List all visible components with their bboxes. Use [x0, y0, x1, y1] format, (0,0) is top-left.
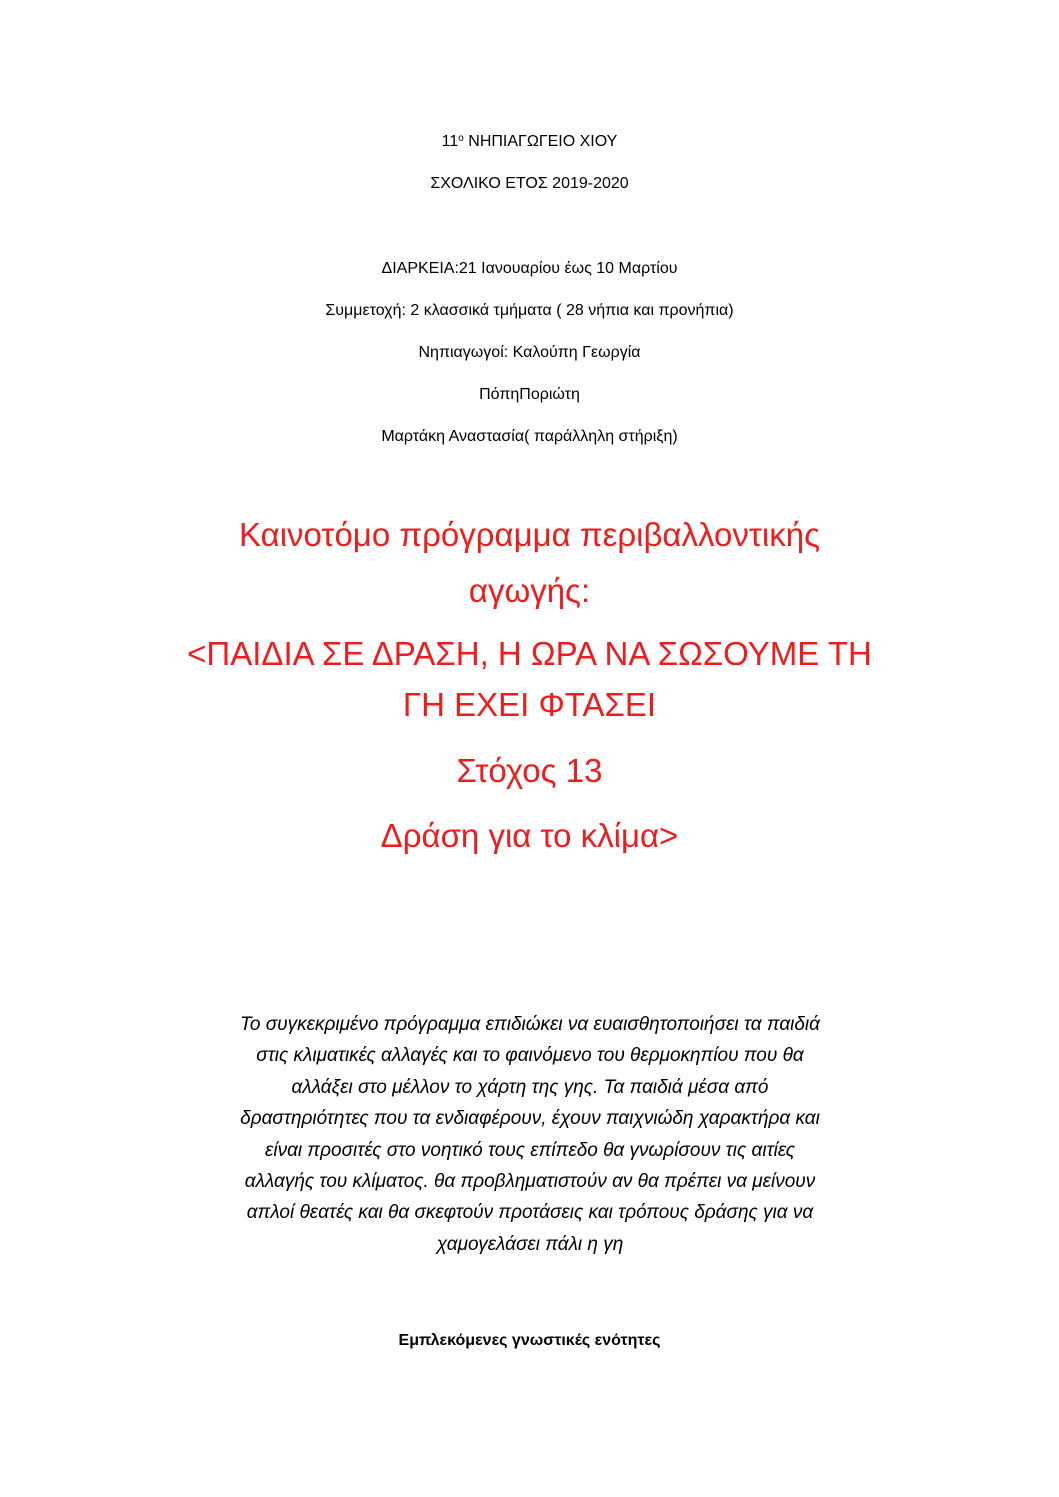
program-title-line-3: <ΠΑΙΔΙΑ ΣΕ ΔΡΑΣΗ, Η ΩΡΑ ΝΑ ΣΩΣΟΥΜΕ ΤΗ — [187, 635, 872, 672]
school-superscript: ο — [458, 133, 464, 144]
description-line: δραστηριότητες που τα ενδιαφέρουν, έχουν παιχνιώδη χαρακτήρα και — [240, 1108, 820, 1130]
teachers: Νηπιαγωγοί: Καλούπη Γεωργία — [418, 344, 641, 361]
program-title-line-6: Δράση για το κλίμα> — [380, 817, 679, 854]
program-title-line-1: Καινοτόμο πρόγραμμα περιβαλλοντικής — [239, 516, 820, 553]
section-heading: Εμπλεκόμενες γνωστικές ενότητες — [398, 1332, 661, 1349]
teacher-2: ΠόπηΠοριώτη — [479, 386, 580, 403]
teacher-3: Μαρτάκη Αναστασία( παράλληλη στήριξη) — [381, 428, 678, 445]
school-year: ΣΧΟΛΙΚΟ ΕΤΟΣ 2019-2020 — [430, 175, 629, 192]
school-name-text: ΝΗΠΙΑΓΩΓΕΙΟ ΧΙΟΥ — [463, 133, 618, 150]
description-line: Το συγκεκριμένο πρόγραμμα επιδιώκει να ευαισθητοποιήσει τα παιδιά — [239, 1014, 820, 1035]
program-title-line-4: ΓΗ ΕΧΕΙ ΦΤΑΣΕΙ — [402, 686, 657, 723]
description-line: αλλάξει στο μέλλον το χάρτη της γης. Τα παιδιά μέσα από — [291, 1076, 769, 1098]
program-title-line-2: αγωγής: — [468, 572, 591, 609]
program-title-line-5: Στόχος 13 — [456, 752, 603, 789]
participation: Συμμετοχή: 2 κλασσικά τμήματα ( 28 νήπια και προνήπια) — [325, 302, 734, 319]
description-line: στις κλιματικές αλλαγές και το φαινόμενο του θερμοκηπίου που θα — [256, 1045, 804, 1067]
description-line: αλλαγής του κλίματος. θα προβληματιστούν αν θα πρέπει να μείνουν — [244, 1171, 816, 1193]
duration: ΔΙΑΡΚΕΙΑ:21 Ιανουαρίου έως 10 Μαρτίου — [381, 260, 678, 277]
description-line: χαμογελάσει πάλι η γη — [436, 1233, 624, 1255]
description-line: απλοί θεατές και θα σκεφτούν προτάσεις και τρόπους δράσης για να — [246, 1202, 814, 1224]
school-number: 11 — [441, 133, 459, 150]
description-paragraph — [130, 1009, 930, 1260]
description-line: είναι προσιτές στο νοητικό τους επίπεδο θα γνωρίσουν τις αιτίες — [265, 1139, 795, 1161]
school-name — [0, 132, 1059, 152]
